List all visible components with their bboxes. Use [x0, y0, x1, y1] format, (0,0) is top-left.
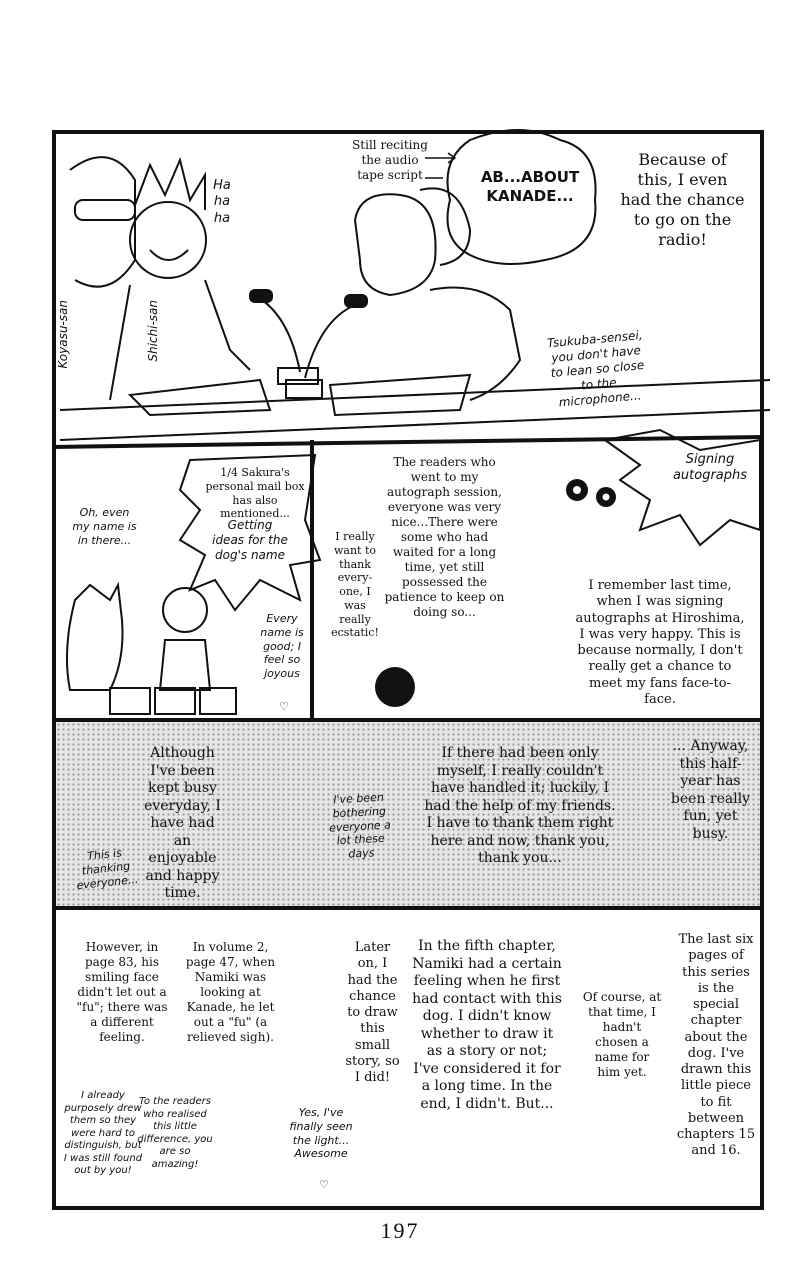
- still-reciting-note: Still reciting the audio tape script: [352, 138, 428, 182]
- lean-text: Tsukuba-sensei, you don't have to lean so close to the microphone...: [546, 327, 645, 410]
- of-course-text: Of course, at that time, I hadn't chosen a name for him yet.: [582, 990, 662, 1079]
- heart-icon: ♡: [319, 1178, 329, 1191]
- heart-icon: ♡: [279, 700, 289, 713]
- bothering-text: I've been bothering everyone a lot these days: [328, 790, 392, 861]
- because-text: Because of this, I even had the chance to go on the radio!: [620, 150, 745, 249]
- divider-3: [52, 906, 764, 910]
- ideas-text: Getting ideas for the dog's name: [212, 518, 288, 562]
- signing-text: Signing autographs: [672, 452, 748, 484]
- finally-text: Yes, I've finally seen the light... Awesome: [289, 1106, 353, 1161]
- even-name-text: Oh, even my name is in there...: [72, 506, 137, 547]
- however-text: However, in page 83, his smiling face didn't let out a "fu"; there was a different feeling.: [76, 940, 168, 1044]
- last-six-text: The last six pages of this series is the special chapter about the dog. I've drawn this little piece to fit between chapters 15 and 16.: [676, 932, 756, 1159]
- thanking-text: This is thanking everyone...: [75, 846, 139, 892]
- volume2-text: In volume 2, page 47, when Namiki was looking at Kanade, he let out a "fu" (a relieved sigh).: [185, 940, 276, 1044]
- anyway-text: ... Anyway, this half- year has been really fun, yet busy.: [670, 738, 751, 842]
- purposely-text: I already purposely drew them so they were hard to distinguish, but I was still found out by you!: [63, 1090, 143, 1176]
- page-number: 197: [380, 1218, 420, 1243]
- speech-bubble-text: AB...ABOUT KANADE...: [480, 168, 580, 205]
- ecstatic-text: I really want to thank every- one, I was really ecstatic!: [331, 530, 379, 640]
- remember-text: I remember last time, when I was signing autographs at Hiroshima, I was very happy. This is because normally, I don't really get a chance to meet my fans face-to-face.: [575, 578, 745, 707]
- haha-text: Ha ha ha: [213, 178, 231, 226]
- to-readers-text: To the readers who realised this little difference, you are so amazing!: [137, 1096, 213, 1170]
- mailbox-note: 1/4 Sakura's personal mail box has also mentioned...: [205, 466, 305, 521]
- fifth-chapter-text: In the fifth chapter, Namiki had a certain feeling when he first had contact with this dog. I didn't know whether to draw it as a story or not; I've considered it for a long time. In the end, I didn't. But...: [412, 938, 562, 1112]
- divider-2: [52, 718, 764, 722]
- koyasu-label: Koyasu-san: [56, 300, 70, 369]
- if-there-text: If there had been only myself, I really couldn't have handled it; luckily, I had the help of my friends. I have to thank them right here and now, thank you, thank you...: [424, 745, 616, 866]
- readers-text: The readers who went to my autograph session, everyone was very nice...There were some who had waited for a long time, yet still possessed the patience to keep on doing so...: [384, 455, 505, 619]
- although-text: Although I've been kept busy everyday, I have had an enjoyable and happy time.: [144, 745, 221, 901]
- shichi-label: Shichi-san: [146, 300, 160, 362]
- every-name-text: Every name is good; I feel so joyous: [260, 612, 304, 680]
- later-text: Later on, I had the chance to draw this small story, so I did!: [345, 940, 400, 1085]
